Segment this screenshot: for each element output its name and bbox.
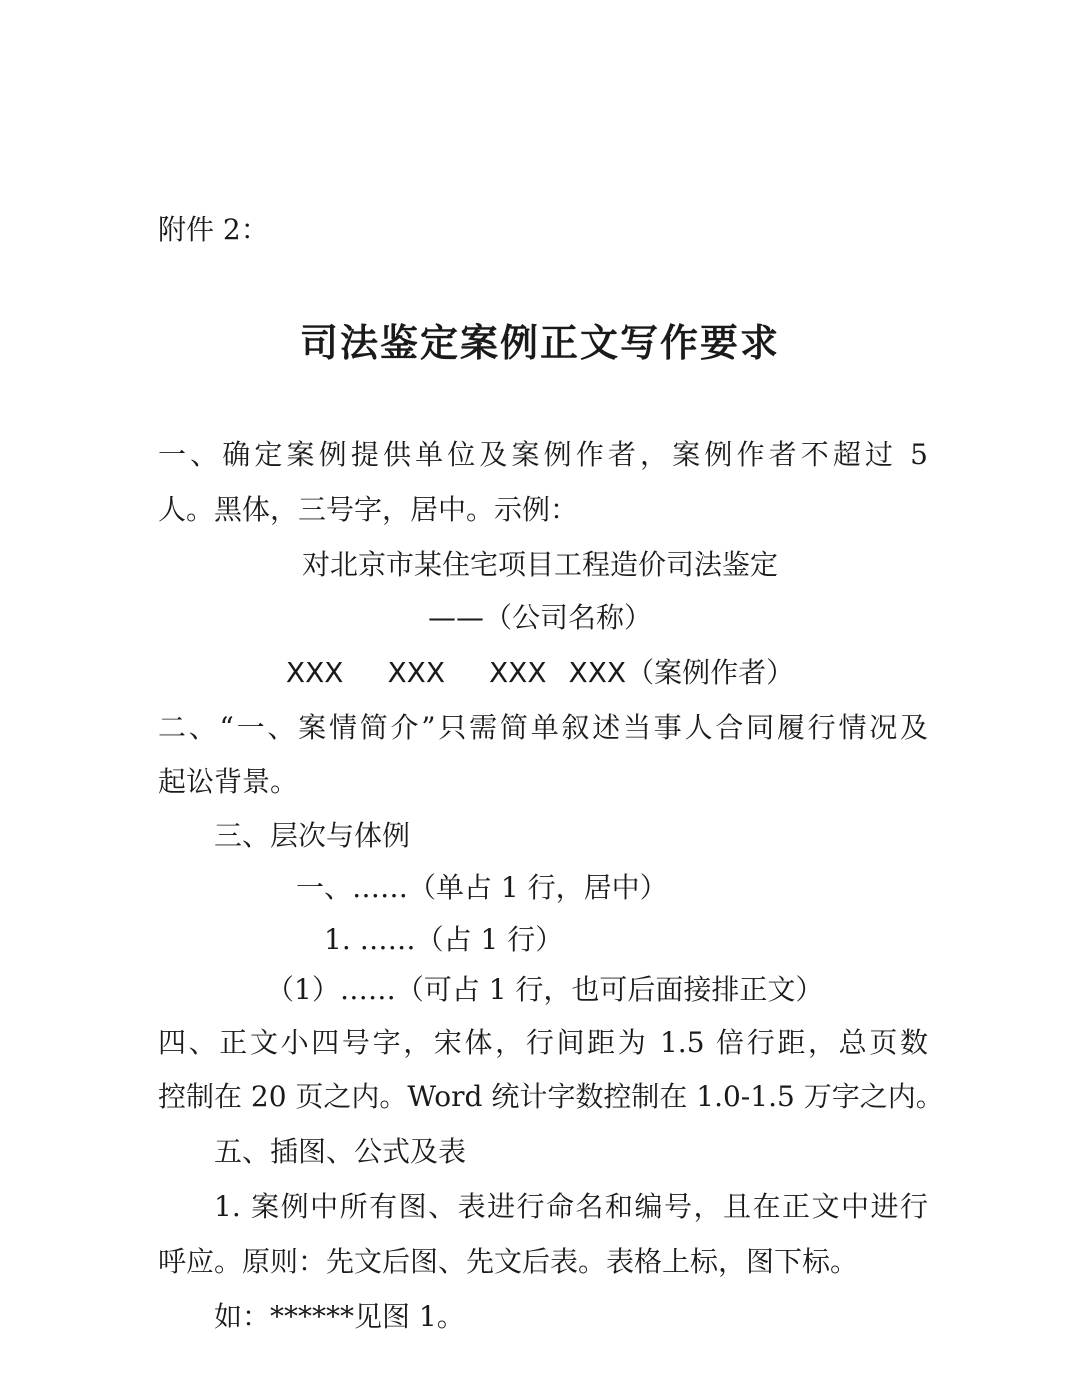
page-title: 司法鉴定案例正文写作要求 xyxy=(299,321,780,365)
paragraph-4-line-1: 四、正文小四号字，宋体，行间距为 1.5 倍行距，总页数 xyxy=(158,1026,928,1059)
paragraph-1-line-2: 人。黑体，三号字，居中。示例： xyxy=(158,493,579,526)
author-1: XXX xyxy=(285,656,344,689)
paragraph-3-heading: 三、层次与体例 xyxy=(214,819,411,852)
level-2-example: 1. ……（占 1 行） xyxy=(324,923,564,956)
example-case-title: 对北京市某住宅项目工程造价司法鉴定 xyxy=(301,548,778,581)
paragraph-5-example: 如：******见图 1。 xyxy=(214,1300,465,1333)
paragraph-1-line-1: 一、确定案例提供单位及案例作者，案例作者不超过 5 xyxy=(158,438,928,471)
paragraph-5-item-1-line-2: 呼应。原则：先文后图、先文后表。表格上标，图下标。 xyxy=(158,1245,859,1278)
level-3-example: （1）……（可占 1 行，也可后面接排正文） xyxy=(266,973,824,1006)
attachment-label: 附件 2： xyxy=(158,213,269,246)
author-4: XXX（案例作者） xyxy=(568,656,795,689)
paragraph-2-line-2: 起讼背景。 xyxy=(158,765,299,798)
example-company-name: ——（公司名称） xyxy=(427,601,652,634)
paragraph-2-line-1: 二、“一、案情简介”只需简单叙述当事人合同履行情况及 xyxy=(158,711,928,744)
paragraph-4-line-2: 控制在 20 页之内。Word 统计字数控制在 1.0-1.5 万字之内。 xyxy=(158,1080,944,1113)
level-1-example: 一、……（单占 1 行，居中） xyxy=(296,871,668,904)
paragraph-5-item-1-line-1: 1. 案例中所有图、表进行命名和编号，且在正文中进行 xyxy=(214,1190,928,1223)
example-authors xyxy=(0,653,1080,693)
paragraph-5-heading: 五、插图、公式及表 xyxy=(214,1135,467,1168)
author-2: XXX xyxy=(387,656,445,689)
author-3: XXX xyxy=(489,656,547,689)
